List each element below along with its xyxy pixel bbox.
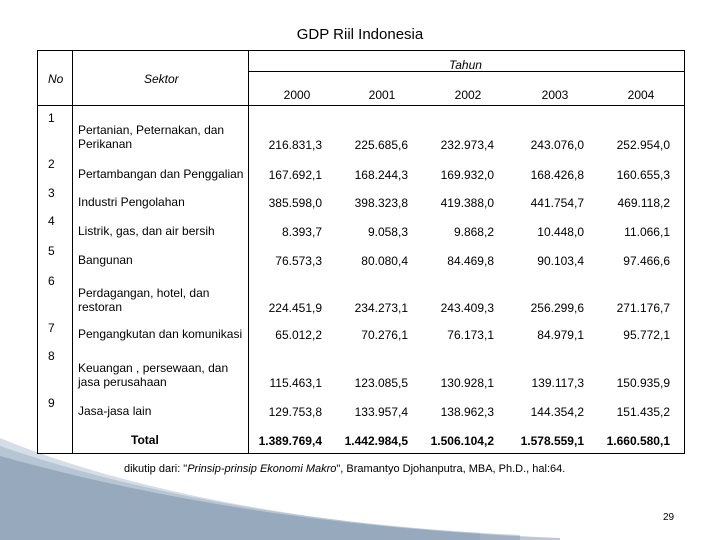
value-cell: 65.012,2: [275, 328, 322, 342]
header-no: No: [48, 72, 64, 86]
value-cell: 76.573,3: [275, 254, 322, 268]
sector-label: restoran: [78, 300, 123, 314]
value-cell: 138.962,3: [440, 405, 494, 419]
value-cell: 168.426,8: [530, 168, 584, 182]
total-cell: 1.506.104,2: [430, 434, 494, 448]
value-cell: 9.058,3: [367, 225, 408, 239]
gdp-table: [37, 50, 685, 454]
sector-label: Listrik, gas, dan air bersih: [78, 224, 215, 238]
value-cell: 271.176,7: [616, 301, 670, 315]
row-number: 8: [48, 349, 55, 363]
value-cell: 10.448,0: [537, 225, 584, 239]
total-cell: 1.660.580,1: [606, 434, 670, 448]
value-cell: 115.463,1: [269, 376, 322, 390]
sector-label: Pengangkutan dan komunikasi: [78, 327, 243, 341]
row-number: 2: [48, 157, 55, 171]
column-divider: [248, 51, 249, 453]
year-header: 2001: [368, 88, 396, 102]
source-note-suffix: ", Bramantyo Djohanputra, MBA, Ph.D., hal:64.: [336, 463, 566, 475]
value-cell: 90.103,4: [537, 254, 584, 268]
value-cell: 225.685,6: [354, 138, 408, 152]
value-cell: 9.868,2: [453, 225, 494, 239]
year-header: 2004: [627, 88, 655, 102]
total-cell: 1.578.559,1: [520, 434, 584, 448]
value-cell: 398.323,8: [354, 196, 408, 210]
value-cell: 168.244,3: [354, 168, 408, 182]
value-cell: 385.598,0: [268, 196, 322, 210]
source-note-prefix: dikutip dari: ": [124, 463, 188, 475]
row-number: 7: [48, 321, 55, 335]
sector-label: Keuangan , persewaan, dan: [78, 361, 229, 375]
value-cell: 95.772,1: [623, 328, 670, 342]
total-label: Total: [131, 433, 159, 447]
row-number: 3: [48, 186, 55, 200]
value-cell: 160.655,3: [616, 168, 670, 182]
value-cell: 441.754,7: [530, 196, 584, 210]
sector-label: jasa perusahaan: [78, 375, 167, 389]
value-cell: 234.273,1: [354, 301, 408, 315]
source-title: Prinsip-prinsip Ekonomi Makro: [187, 463, 337, 475]
column-divider: [72, 51, 73, 453]
year-header: 2000: [283, 88, 311, 102]
value-cell: 243.076,0: [530, 138, 584, 152]
value-cell: 232.973,4: [440, 138, 494, 152]
value-cell: 123.085,5: [354, 376, 408, 390]
row-number: 6: [48, 274, 55, 288]
sector-label: Perdagangan, hotel, dan: [78, 286, 210, 300]
value-cell: 11.066,1: [624, 225, 670, 239]
value-cell: 76.173,1: [447, 328, 494, 342]
sector-label: Bangunan: [78, 253, 133, 267]
value-cell: 144.354,2: [530, 405, 584, 419]
value-cell: 84.979,1: [537, 328, 584, 342]
sector-label: Jasa-jasa lain: [78, 404, 152, 418]
row-number: 4: [48, 214, 55, 228]
value-cell: 224.451,9: [268, 301, 322, 315]
total-cell: 1.442.984,5: [344, 434, 408, 448]
value-cell: 469.118,2: [617, 196, 670, 210]
row-number: 9: [48, 396, 55, 410]
value-cell: 419.388,0: [440, 196, 494, 210]
value-cell: 151.435,2: [616, 405, 670, 419]
value-cell: 150.935,9: [616, 376, 670, 390]
value-cell: 252.954,0: [616, 138, 670, 152]
header-tahun: Tahun: [449, 58, 482, 72]
value-cell: 8.393,7: [281, 225, 322, 239]
row-number: 1: [48, 111, 55, 125]
header-sektor: Sektor: [144, 72, 179, 86]
sector-label: Industri Pengolahan: [78, 195, 185, 209]
value-cell: 130.928,1: [440, 376, 494, 390]
value-cell: 70.276,1: [361, 328, 408, 342]
value-cell: 139.117,3: [531, 376, 584, 390]
value-cell: 84.469,8: [447, 254, 494, 268]
value-cell: 169.932,0: [440, 168, 494, 182]
row-number: 5: [48, 244, 55, 258]
value-cell: 256.299,6: [530, 301, 584, 315]
header-divider: [38, 105, 684, 106]
value-cell: 167.692,1: [268, 168, 322, 182]
sector-label: Pertanian, Peternakan, dan: [78, 123, 225, 137]
year-header: 2003: [541, 88, 569, 102]
source-note: [124, 463, 565, 475]
year-header: 2002: [454, 88, 482, 102]
sector-label: Perikanan: [78, 137, 133, 151]
value-cell: 97.466,6: [623, 254, 670, 268]
page-number: 29: [663, 512, 675, 523]
sector-label: Pertambangan dan Penggalian: [78, 167, 244, 181]
page-title: GDP Riil Indonesia: [296, 26, 424, 43]
value-cell: 133.957,4: [354, 405, 408, 419]
value-cell: 216.831,3: [268, 138, 322, 152]
value-cell: 243.409,3: [440, 301, 494, 315]
total-cell: 1.389.769,4: [258, 434, 322, 448]
value-cell: 80.080,4: [361, 254, 408, 268]
value-cell: 129.753,8: [268, 405, 322, 419]
